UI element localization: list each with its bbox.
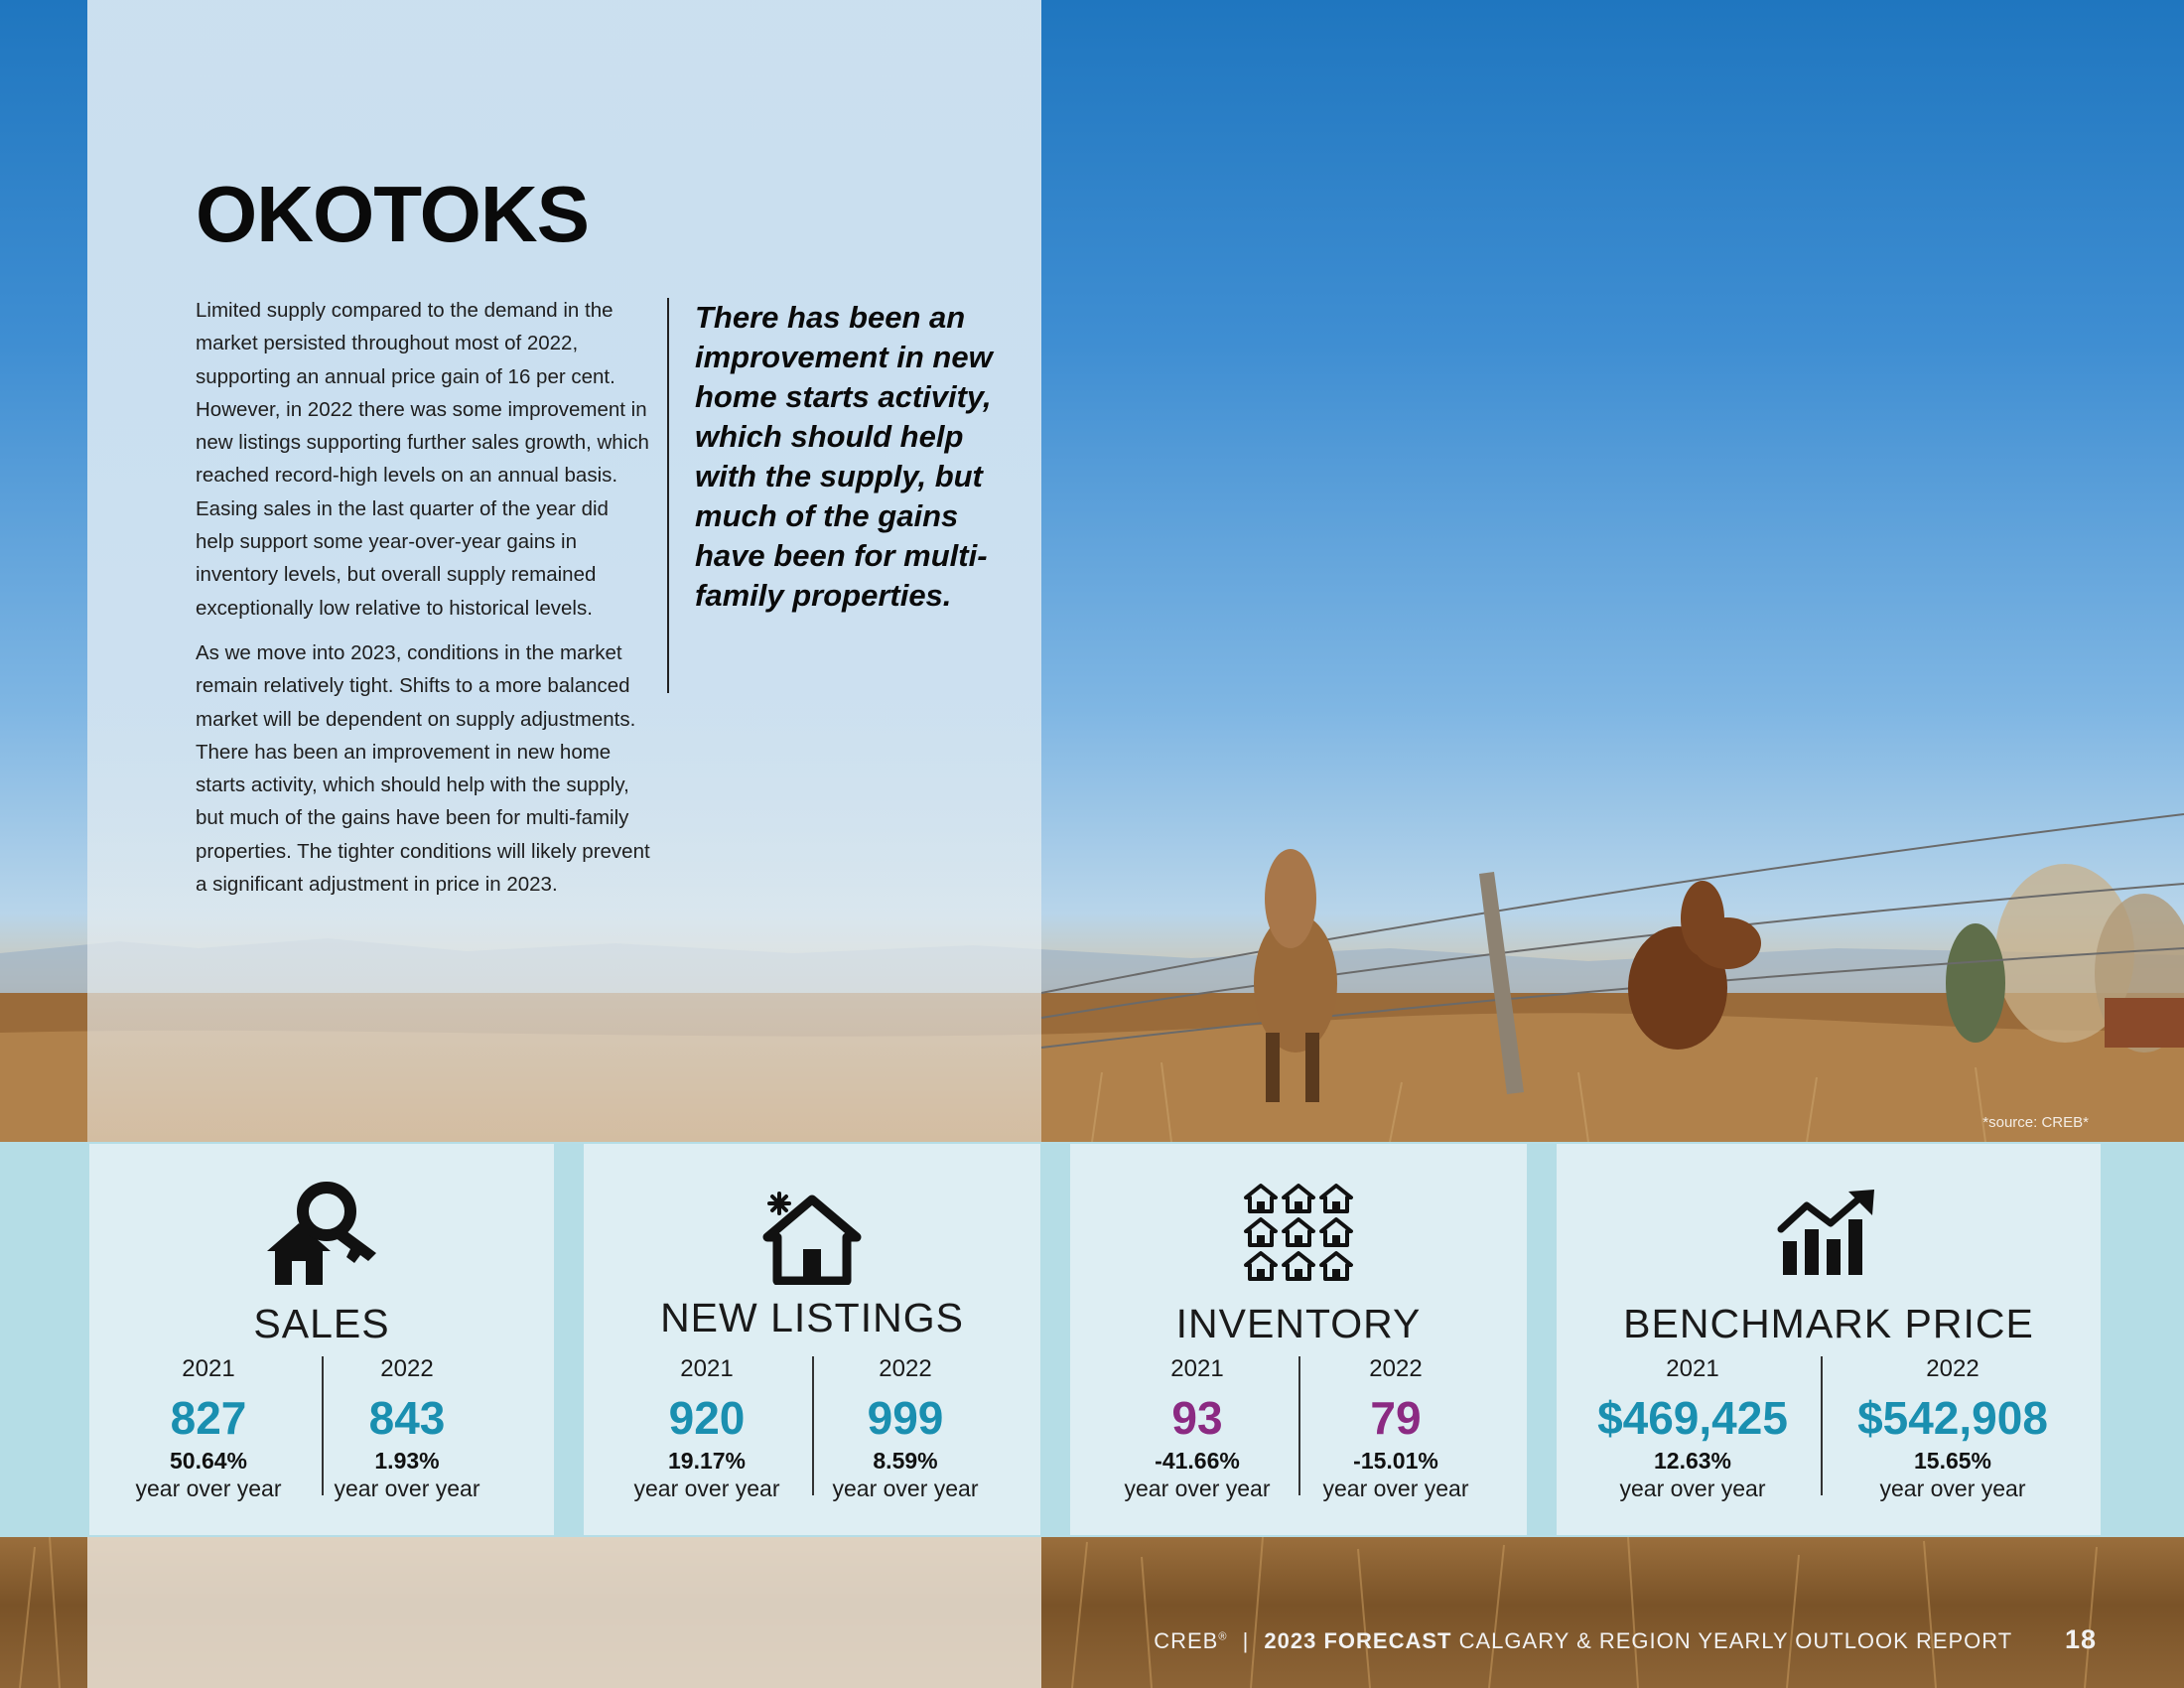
stat-col-2021 (1118, 1354, 1277, 1503)
stat-year: 2022 (879, 1355, 932, 1382)
stat-pct: 12.63% (1653, 1448, 1731, 1474)
new-house-icon (584, 1190, 1040, 1301)
houses-grid-icon (1070, 1182, 1527, 1293)
stat-col-2021 (1580, 1354, 1805, 1503)
stat-value: 843 (368, 1392, 446, 1444)
stat-value: $542,908 (1857, 1392, 2048, 1444)
stat-pct: 8.59% (873, 1448, 938, 1474)
stat-year: 2021 (1170, 1355, 1224, 1382)
stat-card-inventory (1070, 1144, 1527, 1535)
source-note: *source: CREB* (1982, 1114, 2089, 1131)
stat-divider (1298, 1356, 1300, 1495)
stat-col-2021 (627, 1354, 786, 1503)
stat-label: BENCHMARK PRICE (1623, 1301, 2034, 1346)
page-title: OKOTOKS (196, 170, 590, 258)
stat-value: 920 (668, 1392, 746, 1444)
stat-label: SALES (253, 1301, 390, 1346)
stat-year: 2022 (1926, 1355, 1979, 1382)
stat-year: 2021 (182, 1355, 235, 1382)
stat-yoy: year over year (1879, 1476, 2026, 1501)
footer-report-title: CALGARY & REGION YEARLY OUTLOOK REPORT (1458, 1628, 2012, 1653)
stat-divider (322, 1356, 324, 1495)
stat-yoy: year over year (135, 1476, 282, 1501)
stat-divider (1821, 1356, 1823, 1495)
bottom-panel (87, 1537, 1041, 1688)
stat-yoy: year over year (633, 1476, 780, 1501)
stat-label: INVENTORY (1175, 1301, 1422, 1346)
stat-yoy: year over year (832, 1476, 979, 1501)
stat-card-benchmark-price (1557, 1144, 2101, 1535)
stat-year: 2022 (380, 1355, 434, 1382)
stat-value: 999 (867, 1392, 944, 1444)
stat-card-sales (89, 1144, 554, 1535)
stat-value: 79 (1370, 1392, 1422, 1444)
page-number: 18 (2064, 1624, 2097, 1654)
stat-value: $469,425 (1597, 1392, 1788, 1444)
stat-year: 2021 (680, 1355, 734, 1382)
footer-separator: | (1242, 1628, 1250, 1653)
stat-pct: 1.93% (374, 1448, 440, 1474)
stat-value: 93 (1171, 1392, 1223, 1444)
footer-brand: CREB (1154, 1628, 1219, 1653)
stat-col-2021 (129, 1354, 288, 1503)
footer-forecast: 2023 FORECAST (1264, 1628, 1452, 1653)
footer-reg-mark: ® (1218, 1630, 1228, 1643)
body-text (196, 294, 652, 913)
paragraph-1: Limited supply compared to the demand in the market persisted throughout most of 2022, supporting an annual price gain of 16 per cent. However, in 2022 there was some improvement in new listings supporting further sales growth, which reached record-high levels on an annual basis. Easing sales in the last quarter of the year did help support some year-over-year gains in inventory levels, but overall supply remained exceptionally low relative to historical levels. (196, 299, 649, 620)
stat-year: 2022 (1369, 1355, 1423, 1382)
stat-label: NEW LISTINGS (660, 1295, 964, 1340)
stat-col-2022 (826, 1354, 985, 1503)
stat-yoy: year over year (1619, 1476, 1766, 1501)
stat-col-2022 (1841, 1354, 2065, 1503)
stat-year: 2021 (1666, 1355, 1719, 1382)
stat-card-new-listings (584, 1144, 1040, 1535)
page-footer (1154, 1624, 2097, 1655)
stat-col-2022 (1316, 1354, 1475, 1503)
stat-yoy: year over year (1322, 1476, 1469, 1501)
growth-chart-icon (1557, 1190, 2101, 1301)
stat-pct: -15.01% (1353, 1448, 1438, 1474)
pull-quote: There has been an improvement in new home starts activity, which should help with the supply, but much of the gains have been for multi-family properties. (667, 298, 1005, 693)
stat-pct: 15.65% (1913, 1448, 1991, 1474)
stat-pct: -41.66% (1155, 1448, 1240, 1474)
stat-yoy: year over year (334, 1476, 480, 1501)
stat-value: 827 (170, 1392, 247, 1444)
stat-yoy: year over year (1124, 1476, 1271, 1501)
paragraph-2: As we move into 2023, conditions in the market remain relatively tight. Shifts to a more balanced market will be dependent on supply adjustments. There has been an improvement in new home starts activity, which should help with the supply, but much of the gains have been for multi-family properties. The tighter conditions will likely prevent a significant adjustment in price in 2023. (196, 640, 650, 897)
stat-col-2022 (328, 1354, 486, 1503)
stat-pct: 50.64% (169, 1448, 247, 1474)
stat-divider (812, 1356, 814, 1495)
stat-pct: 19.17% (667, 1448, 746, 1474)
house-key-icon (89, 1182, 554, 1293)
